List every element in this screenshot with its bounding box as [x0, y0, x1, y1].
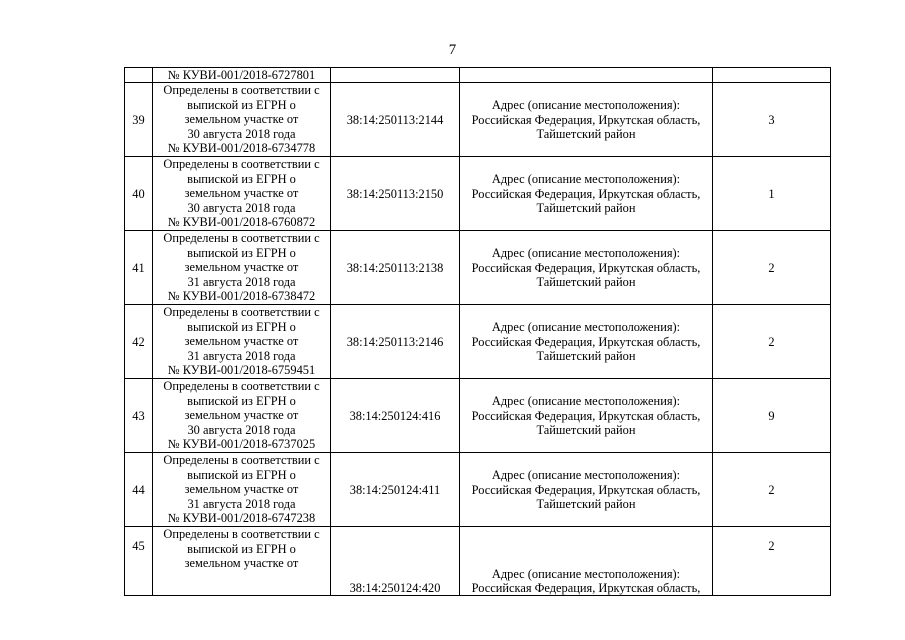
doc-reference-cell [153, 157, 331, 231]
doc-reference-line: Определены в соответствии с [163, 83, 320, 98]
doc-reference-line: № КУВИ-001/2018-6737025 [167, 437, 316, 452]
count-cell [713, 157, 831, 231]
table-row [125, 231, 831, 305]
address-line: Российская Федерация, Иркутская область, [471, 482, 701, 497]
address-line: Адрес (описание местоположения): [491, 172, 681, 187]
doc-reference-line: земельном участке от [184, 260, 299, 275]
cadastral-number: 38:14:250124:416 [349, 408, 441, 423]
doc-reference-line: 30 августа 2018 года [187, 422, 296, 437]
doc-reference-line: Определены в соответствии с [163, 305, 320, 320]
count-value: 9 [768, 408, 775, 423]
count-cell [713, 305, 831, 379]
doc-number: № КУВИ-001/2018-6727801 [167, 68, 316, 82]
cadastral-number-cell [331, 157, 460, 231]
row-number-cell [125, 379, 153, 453]
address-line: Российская Федерация, Иркутская область, [471, 112, 701, 127]
doc-reference-line: земельном участке от [184, 186, 299, 201]
table-row [125, 453, 831, 527]
doc-reference-line: № КУВИ-001/2018-6747238 [167, 511, 316, 526]
doc-reference-line: 31 августа 2018 года [187, 496, 296, 511]
address-line: Тайшетский район [536, 201, 636, 216]
doc-reference-line: выпиской из ЕГРН о [187, 319, 296, 334]
address-line: Адрес (описание местоположения): [491, 394, 681, 409]
row-number: 39 [132, 112, 145, 127]
doc-reference-line: выпиской из ЕГРН о [187, 393, 296, 408]
doc-reference-line: 30 августа 2018 года [187, 126, 296, 141]
address-line: Российская Федерация, Иркутская область, [471, 260, 701, 275]
row-number-cell [125, 527, 153, 596]
table-body [125, 68, 831, 596]
count-value: 2 [768, 334, 775, 349]
table-row [125, 379, 831, 453]
doc-reference-cell [153, 379, 331, 453]
row-number-cell [125, 83, 153, 157]
count-cell [713, 379, 831, 453]
doc-reference-line: земельном участке от [184, 334, 299, 349]
doc-reference-cell [153, 453, 331, 527]
doc-reference-cell [153, 231, 331, 305]
doc-reference-line: выпиской из ЕГРН о [187, 97, 296, 112]
parcels-table-container [124, 67, 830, 595]
address-line: Российская Федерация, Иркутская область, [471, 186, 701, 201]
address-line: Тайшетский район [536, 497, 636, 512]
doc-reference-line: выпиской из ЕГРН о [187, 541, 296, 556]
doc-reference-line: Определены в соответствии с [163, 379, 320, 394]
address-line: Адрес (описание местоположения): [491, 566, 681, 581]
cadastral-number-cell [331, 527, 460, 596]
cadastral-number-cell [331, 379, 460, 453]
doc-reference-cell [153, 68, 331, 83]
cadastral-number: 38:14:250124:420 [349, 581, 441, 595]
address-cell [460, 68, 713, 83]
doc-reference-line: № КУВИ-001/2018-6759451 [167, 363, 316, 378]
doc-reference-line: Определены в соответствии с [163, 231, 320, 246]
address-cell [460, 305, 713, 379]
count-value: 2 [768, 482, 775, 497]
address-line: Адрес (описание местоположения): [491, 320, 681, 335]
address-line: Российская Федерация, Иркутская область, [471, 334, 701, 349]
doc-reference-line: № КУВИ-001/2018-6734778 [167, 141, 316, 156]
count-cell [713, 453, 831, 527]
address-line: Российская Федерация, Иркутская область, [471, 581, 701, 595]
cadastral-number-cell [331, 231, 460, 305]
table-row-continued [125, 68, 831, 83]
row-number: 40 [132, 186, 145, 201]
doc-reference-line: земельном участке от [184, 482, 299, 497]
doc-reference-cell [153, 527, 331, 596]
doc-reference-line: Определены в соответствии с [163, 453, 320, 468]
count-cell [713, 231, 831, 305]
cadastral-number: 38:14:250113:2138 [346, 260, 444, 275]
doc-reference-line: 30 августа 2018 года [187, 200, 296, 215]
address-cell [460, 157, 713, 231]
address-line: Адрес (описание местоположения): [491, 468, 681, 483]
address-line: Адрес (описание местоположения): [491, 246, 681, 261]
doc-reference-cell [153, 83, 331, 157]
page-number: 7 [448, 42, 457, 58]
doc-reference-line: выпиской из ЕГРН о [187, 467, 296, 482]
cadastral-number-cell [331, 305, 460, 379]
row-number-cell [125, 157, 153, 231]
table-row [125, 83, 831, 157]
doc-reference-line: Определены в соответствии с [163, 527, 320, 542]
doc-reference-line: выпиской из ЕГРН о [187, 245, 296, 260]
count-value: 2 [768, 539, 775, 554]
row-number: 42 [132, 334, 145, 349]
address-line: Тайшетский район [536, 127, 636, 142]
address-cell [460, 453, 713, 527]
address-line: Тайшетский район [536, 275, 636, 290]
row-number: 41 [132, 260, 145, 275]
address-line: Тайшетский район [536, 349, 636, 364]
parcels-table [124, 67, 831, 596]
row-number-cell [125, 231, 153, 305]
cadastral-number-cell [331, 68, 460, 83]
cadastral-number-cell [331, 453, 460, 527]
count-cell [713, 68, 831, 83]
address-cell [460, 527, 713, 596]
cadastral-number-cell [331, 83, 460, 157]
row-number: 43 [132, 408, 145, 423]
doc-reference-cell [153, 305, 331, 379]
cadastral-number: 38:14:250113:2146 [346, 334, 444, 349]
cadastral-number: 38:14:250124:411 [349, 482, 441, 497]
doc-reference-line: земельном участке от [184, 112, 299, 127]
cadastral-number: 38:14:250113:2144 [346, 112, 444, 127]
doc-reference-line: выпиской из ЕГРН о [187, 171, 296, 186]
row-number: 45 [132, 539, 145, 554]
address-line: Тайшетский район [536, 423, 636, 438]
table-row [125, 305, 831, 379]
doc-reference-line: 31 августа 2018 года [187, 274, 296, 289]
count-value: 3 [768, 112, 775, 127]
table-row [125, 527, 831, 596]
table-row [125, 157, 831, 231]
address-cell [460, 231, 713, 305]
doc-reference-line: земельном участке от [184, 408, 299, 423]
row-number-cell [125, 453, 153, 527]
address-cell [460, 83, 713, 157]
address-line: Российская Федерация, Иркутская область, [471, 408, 701, 423]
doc-reference-line: № КУВИ-001/2018-6760872 [167, 215, 316, 230]
count-cell [713, 83, 831, 157]
row-number-cell [125, 68, 153, 83]
row-number: 44 [132, 482, 145, 497]
cadastral-number: 38:14:250113:2150 [346, 186, 444, 201]
row-number-cell [125, 305, 153, 379]
address-line: Адрес (описание местоположения): [491, 98, 681, 113]
doc-reference-line: земельном участке от [184, 556, 299, 571]
doc-reference-line: 31 августа 2018 года [187, 348, 296, 363]
count-value: 1 [768, 186, 775, 201]
count-cell [713, 527, 831, 596]
doc-reference-line: Определены в соответствии с [163, 157, 320, 172]
doc-reference-line: № КУВИ-001/2018-6738472 [167, 289, 316, 304]
count-value: 2 [768, 260, 775, 275]
address-cell [460, 379, 713, 453]
